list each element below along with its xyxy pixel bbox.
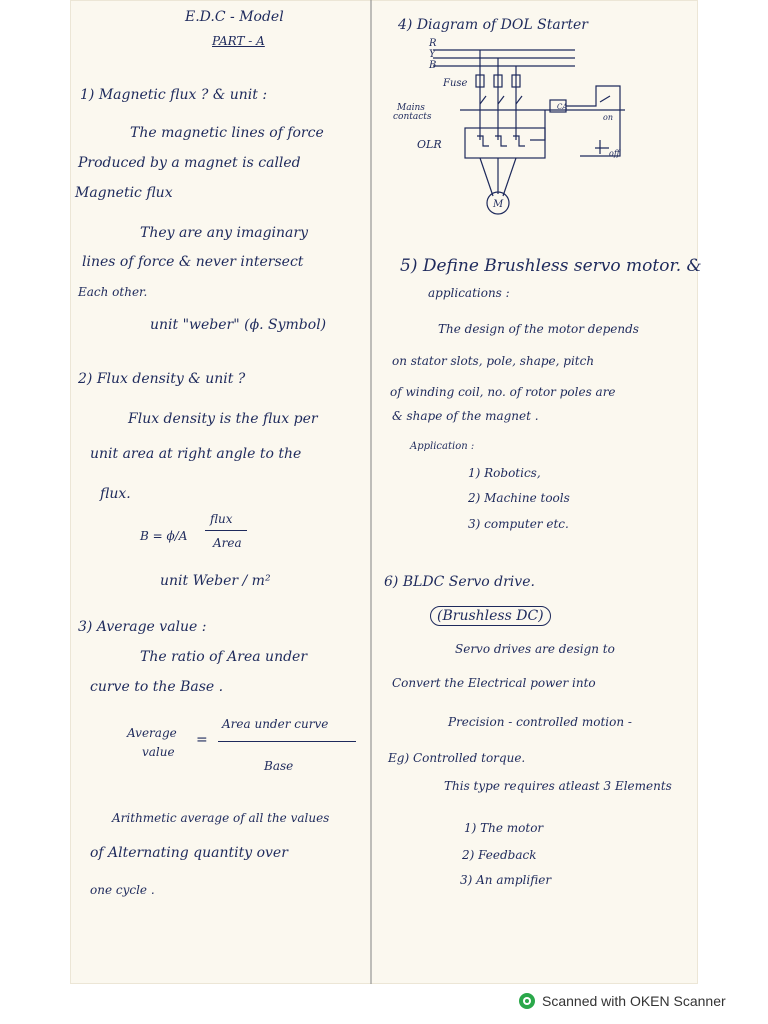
scanner-watermark (518, 990, 726, 1012)
fraction-line (218, 741, 356, 742)
label-olr: OLR (417, 138, 442, 151)
q3-formula-numerator: Area under curve (222, 717, 329, 731)
watermark-text: Scanned with OKEN Scanner (542, 993, 726, 1009)
label-on: on (603, 113, 613, 122)
q5-text: of winding coil, no. of rotor poles are (390, 385, 616, 399)
q2-unit: unit Weber / m² (160, 573, 271, 589)
q3-text: of Alternating quantity over (90, 845, 288, 861)
q5-app-item: 3) computer etc. (468, 517, 569, 531)
q3-formula-lhs: value (142, 745, 175, 759)
q1-unit: unit "weber" (ϕ. Symbol) (150, 317, 327, 333)
label-fuse: Fuse (443, 78, 468, 89)
svg-text:CA: CA (557, 103, 568, 111)
q3-formula-denominator: Base (264, 759, 294, 773)
q6-subheading: (Brushless DC) (430, 606, 551, 626)
q2-text: flux. (100, 486, 131, 502)
q5-heading: 5) Define Brushless servo motor. & (400, 256, 702, 276)
q2-formula-numerator: flux (210, 512, 233, 526)
q2-heading: 2) Flux density & unit ? (78, 371, 246, 387)
fraction-line (205, 530, 247, 531)
q1-text: Magnetic flux (75, 185, 173, 201)
label-mains: Mains (397, 103, 425, 113)
q2-text: unit area at right angle to the (90, 446, 302, 462)
q1-text: They are any imaginary (140, 225, 308, 241)
column-divider (370, 0, 372, 984)
q1-text: Produced by a magnet is called (78, 155, 301, 171)
label-r: R (429, 38, 437, 49)
dol-starter-diagram (385, 28, 685, 218)
q3-text: Arithmetic average of all the values (112, 811, 330, 825)
q5-app-item: 2) Machine tools (468, 491, 570, 505)
q4-heading: 4) Diagram of DOL Starter (398, 17, 588, 33)
page-title: E.D.C - Model (185, 9, 284, 25)
q3-text: one cycle . (90, 883, 155, 897)
q6-heading: 6) BLDC Servo drive. (384, 574, 535, 590)
oken-scanner-logo-icon (518, 992, 536, 1010)
q6-element-item: 2) Feedback (462, 848, 537, 862)
label-contacts: contacts (393, 112, 432, 122)
q2-formula-denominator: Area (213, 536, 242, 550)
label-motor: M (493, 199, 504, 210)
label-b: B (429, 60, 437, 71)
q3-text: The ratio of Area under (140, 649, 308, 665)
q6-text: Convert the Electrical power into (392, 676, 596, 690)
q3-text: curve to the Base . (90, 679, 224, 695)
q6-element-item: 3) An amplifier (460, 873, 552, 887)
q6-text: Precision - controlled motion - (448, 715, 632, 729)
q6-text: This type requires atleast 3 Elements (444, 779, 672, 793)
q6-text: Servo drives are design to (455, 642, 615, 656)
q5-text: The design of the motor depends (438, 322, 639, 336)
q6-text: Eg) Controlled torque. (388, 751, 526, 765)
q1-text: The magnetic lines of force (130, 125, 324, 141)
q3-formula-equals: = (196, 732, 208, 748)
q5-text: & shape of the magnet . (392, 409, 539, 423)
q1-text: Each other. (78, 285, 148, 299)
q5-text: on stator slots, pole, shape, pitch (392, 354, 595, 368)
q2-text: Flux density is the flux per (128, 411, 318, 427)
q5-heading-cont: applications : (428, 286, 510, 300)
label-off: off (609, 149, 620, 158)
label-y: Y (429, 49, 436, 60)
q5-app-item: 1) Robotics, (468, 466, 541, 480)
q3-heading: 3) Average value : (78, 619, 207, 635)
q2-formula: B = ϕ/A (140, 529, 188, 543)
q5-applications-label: Application : (410, 441, 475, 452)
q1-text: lines of force & never intersect (82, 254, 304, 270)
q6-element-item: 1) The motor (464, 821, 544, 835)
q1-heading: 1) Magnetic flux ? & unit : (80, 87, 268, 103)
q3-formula-lhs: Average (127, 726, 177, 740)
part-label: PART - A (212, 34, 265, 48)
